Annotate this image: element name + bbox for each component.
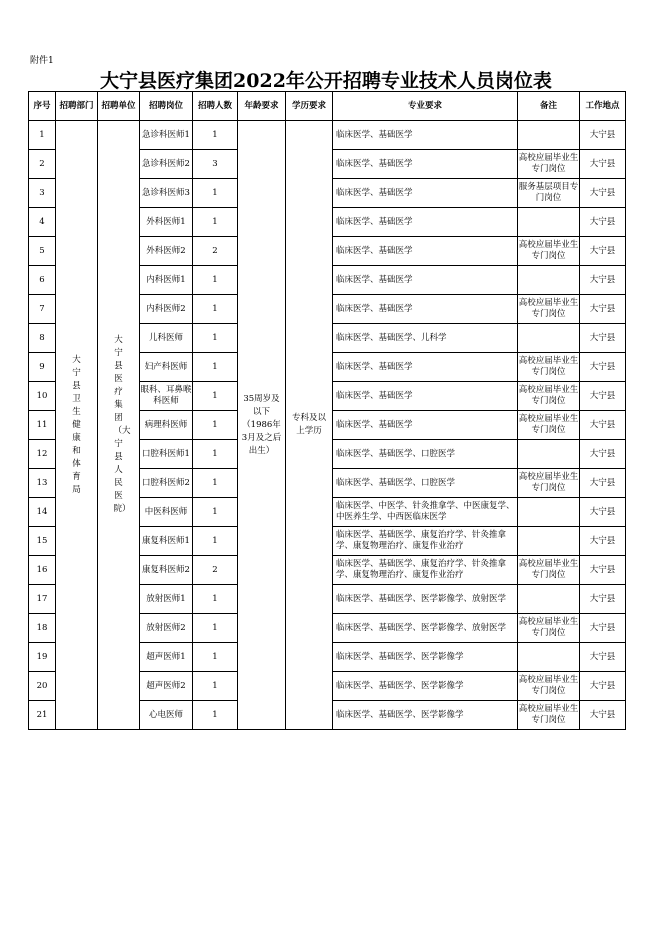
row-no: 7 [29, 295, 56, 324]
department-cell [56, 121, 98, 730]
row-post: 外科医师1 [140, 208, 193, 237]
row-post: 急诊科医师2 [140, 150, 193, 179]
row-place: 大宁县 [580, 440, 626, 469]
header-education: 学历要求 [286, 92, 333, 121]
row-no: 18 [29, 614, 56, 643]
row-count: 1 [193, 324, 238, 353]
row-place: 大宁县 [580, 469, 626, 498]
row-post: 心电医师 [140, 701, 193, 730]
row-no: 6 [29, 266, 56, 295]
row-major: 临床医学、基础医学、康复治疗学、针灸推拿学、康复物理治疗、康复作业治疗 [333, 556, 518, 585]
row-major: 临床医学、基础医学 [333, 353, 518, 382]
row-post: 急诊科医师3 [140, 179, 193, 208]
row-count: 1 [193, 121, 238, 150]
attachment-label: 附件1 [30, 56, 54, 66]
row-place: 大宁县 [580, 266, 626, 295]
row-note: 高校应届毕业生专门岗位 [518, 556, 580, 585]
row-major: 临床医学、基础医学、口腔医学 [333, 469, 518, 498]
header-row [29, 92, 626, 121]
row-note [518, 643, 580, 672]
row-no: 8 [29, 324, 56, 353]
row-count: 1 [193, 672, 238, 701]
row-note [518, 498, 580, 527]
row-major: 临床医学、基础医学、医学影像学 [333, 672, 518, 701]
row-post: 儿科医师 [140, 324, 193, 353]
row-count: 3 [193, 150, 238, 179]
row-place: 大宁县 [580, 672, 626, 701]
unit-text: 大宁县医疗集团（大宁县人民医院） [113, 335, 131, 514]
row-place: 大宁县 [580, 701, 626, 730]
row-place: 大宁县 [580, 121, 626, 150]
row-post: 康复科医师2 [140, 556, 193, 585]
row-post: 内科医师2 [140, 295, 193, 324]
row-post: 康复科医师1 [140, 527, 193, 556]
row-place: 大宁县 [580, 556, 626, 585]
row-place: 大宁县 [580, 614, 626, 643]
row-place: 大宁县 [580, 527, 626, 556]
header-count: 招聘人数 [193, 92, 238, 121]
education-cell: 专科及以上学历 [286, 121, 333, 730]
row-note [518, 527, 580, 556]
row-major: 临床医学、基础医学 [333, 266, 518, 295]
row-post: 放射医师1 [140, 585, 193, 614]
row-post: 超声医师1 [140, 643, 193, 672]
row-major: 临床医学、中医学、针灸推拿学、中医康复学、中医养生学、中西医临床医学 [333, 498, 518, 527]
row-major: 临床医学、基础医学 [333, 295, 518, 324]
row-post: 放射医师2 [140, 614, 193, 643]
row-no: 12 [29, 440, 56, 469]
row-note: 高校应届毕业生专门岗位 [518, 614, 580, 643]
row-note [518, 208, 580, 237]
row-count: 2 [193, 237, 238, 266]
row-count: 1 [193, 179, 238, 208]
row-no: 20 [29, 672, 56, 701]
row-place: 大宁县 [580, 295, 626, 324]
row-count: 1 [193, 295, 238, 324]
row-major: 临床医学、基础医学、医学影像学、放射医学 [333, 614, 518, 643]
row-no: 3 [29, 179, 56, 208]
row-post: 外科医师2 [140, 237, 193, 266]
row-major: 临床医学、基础医学 [333, 121, 518, 150]
row-place: 大宁县 [580, 324, 626, 353]
row-note: 高校应届毕业生专门岗位 [518, 411, 580, 440]
row-note [518, 440, 580, 469]
row-no: 14 [29, 498, 56, 527]
row-post: 口腔科医师1 [140, 440, 193, 469]
row-post: 妇产科医师 [140, 353, 193, 382]
row-no: 5 [29, 237, 56, 266]
row-no: 19 [29, 643, 56, 672]
row-major: 临床医学、基础医学 [333, 179, 518, 208]
row-major: 临床医学、基础医学 [333, 237, 518, 266]
row-place: 大宁县 [580, 411, 626, 440]
row-count: 1 [193, 353, 238, 382]
department-text: 大宁县卫生健康和体育局 [72, 354, 81, 495]
header-place: 工作地点 [580, 92, 626, 121]
row-place: 大宁县 [580, 208, 626, 237]
row-note: 高校应届毕业生专门岗位 [518, 701, 580, 730]
row-note [518, 121, 580, 150]
row-major: 临床医学、基础医学、康复治疗学、针灸推拿学、康复物理治疗、康复作业治疗 [333, 527, 518, 556]
row-note: 高校应届毕业生专门岗位 [518, 150, 580, 179]
row-note: 高校应届毕业生专门岗位 [518, 469, 580, 498]
header-department: 招聘部门 [56, 92, 98, 121]
row-no: 11 [29, 411, 56, 440]
header-no: 序号 [29, 92, 56, 121]
row-note: 高校应届毕业生专门岗位 [518, 237, 580, 266]
row-count: 2 [193, 556, 238, 585]
row-post: 超声医师2 [140, 672, 193, 701]
row-major: 临床医学、基础医学 [333, 411, 518, 440]
unit-cell [98, 121, 140, 730]
row-place: 大宁县 [580, 498, 626, 527]
row-count: 1 [193, 208, 238, 237]
row-major: 临床医学、基础医学 [333, 150, 518, 179]
row-post: 急诊科医师1 [140, 121, 193, 150]
table-body [29, 121, 626, 730]
row-no: 2 [29, 150, 56, 179]
row-note: 服务基层项目专门岗位 [518, 179, 580, 208]
row-no: 16 [29, 556, 56, 585]
row-place: 大宁县 [580, 237, 626, 266]
row-no: 10 [29, 382, 56, 411]
row-note [518, 324, 580, 353]
row-no: 15 [29, 527, 56, 556]
row-post: 口腔科医师2 [140, 469, 193, 498]
positions-table [28, 91, 626, 730]
header-age: 年龄要求 [238, 92, 286, 121]
row-post: 眼科、耳鼻喉科医师 [140, 382, 193, 411]
row-major: 临床医学、基础医学、医学影像学 [333, 701, 518, 730]
row-count: 1 [193, 701, 238, 730]
age-cell: 35周岁及以下（1986年3月及之后出生） [238, 121, 286, 730]
row-note [518, 585, 580, 614]
row-place: 大宁县 [580, 353, 626, 382]
row-count: 1 [193, 585, 238, 614]
row-place: 大宁县 [580, 643, 626, 672]
row-note: 高校应届毕业生专门岗位 [518, 295, 580, 324]
row-count: 1 [193, 498, 238, 527]
row-major: 临床医学、基础医学、儿科学 [333, 324, 518, 353]
row-major: 临床医学、基础医学、医学影像学、放射医学 [333, 585, 518, 614]
row-place: 大宁县 [580, 585, 626, 614]
row-no: 13 [29, 469, 56, 498]
header-post: 招聘岗位 [140, 92, 193, 121]
page-title: 大宁县医疗集团2022年公开招聘专业技术人员岗位表 [100, 70, 552, 92]
row-count: 1 [193, 527, 238, 556]
row-major: 临床医学、基础医学、医学影像学 [333, 643, 518, 672]
row-count: 1 [193, 643, 238, 672]
row-count: 1 [193, 469, 238, 498]
row-count: 1 [193, 614, 238, 643]
table-row [29, 121, 626, 150]
row-count: 1 [193, 440, 238, 469]
row-place: 大宁县 [580, 150, 626, 179]
row-no: 4 [29, 208, 56, 237]
row-no: 17 [29, 585, 56, 614]
row-count: 1 [193, 411, 238, 440]
row-major: 临床医学、基础医学、口腔医学 [333, 440, 518, 469]
row-count: 1 [193, 266, 238, 295]
row-count: 1 [193, 382, 238, 411]
row-note [518, 266, 580, 295]
row-no: 21 [29, 701, 56, 730]
row-major: 临床医学、基础医学 [333, 382, 518, 411]
row-note: 高校应届毕业生专门岗位 [518, 382, 580, 411]
header-note: 备注 [518, 92, 580, 121]
row-post: 病理科医师 [140, 411, 193, 440]
row-major: 临床医学、基础医学 [333, 208, 518, 237]
row-note: 高校应届毕业生专门岗位 [518, 353, 580, 382]
row-note: 高校应届毕业生专门岗位 [518, 672, 580, 701]
row-place: 大宁县 [580, 382, 626, 411]
row-place: 大宁县 [580, 179, 626, 208]
header-unit: 招聘单位 [98, 92, 140, 121]
row-post: 中医科医师 [140, 498, 193, 527]
row-post: 内科医师1 [140, 266, 193, 295]
row-no: 1 [29, 121, 56, 150]
header-major: 专业要求 [333, 92, 518, 121]
row-no: 9 [29, 353, 56, 382]
